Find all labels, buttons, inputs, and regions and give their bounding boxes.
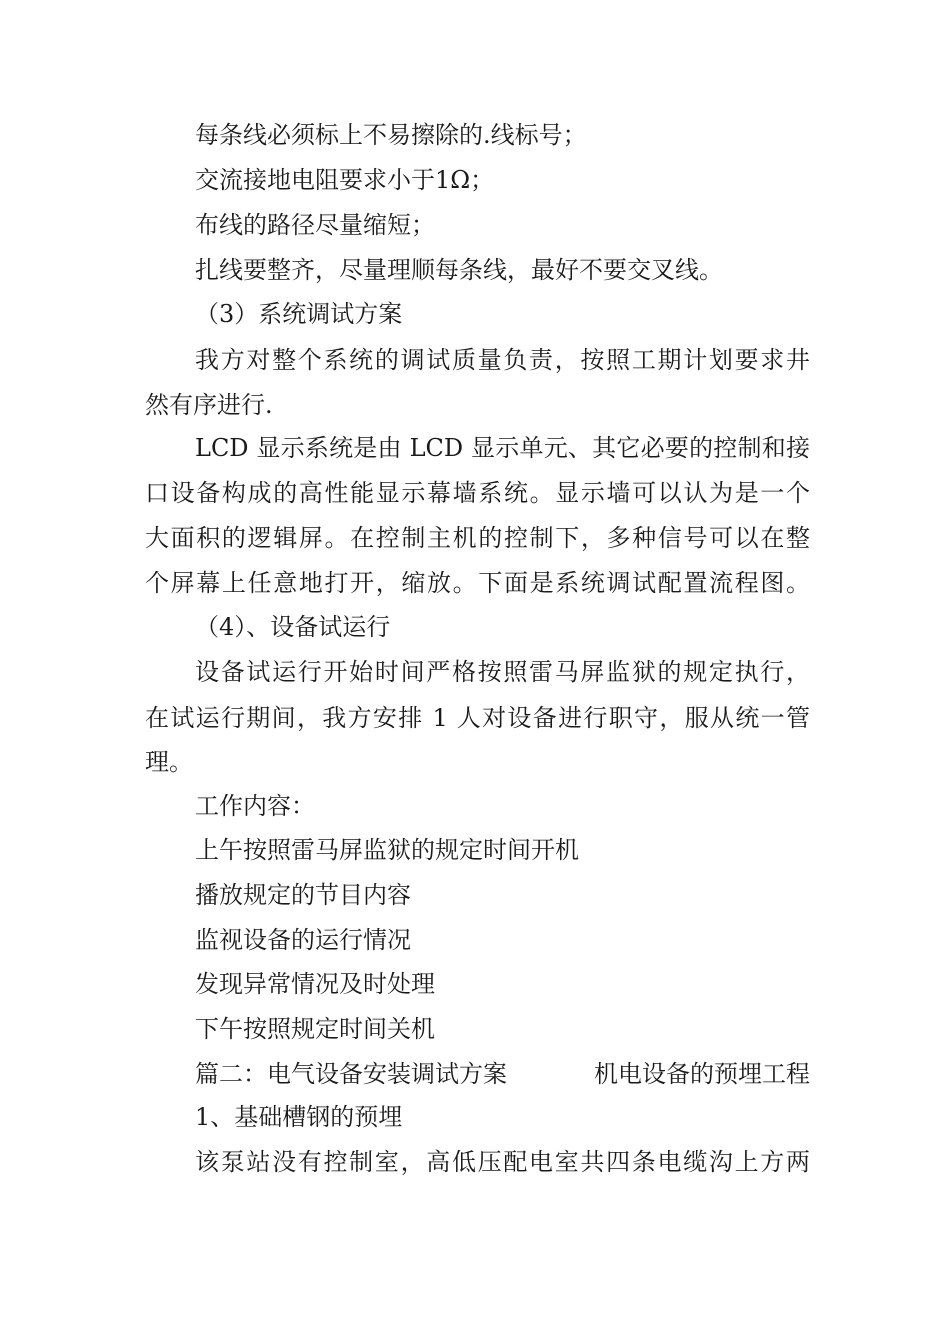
text-line: 上午按照雷马屏监狱的规定时间开机	[195, 836, 579, 864]
text-line: LCD 显示系统是由 LCD 显示单元、其它必要的控制和接	[195, 434, 810, 462]
text-line: 设备试运行开始时间严格按照雷马屏监狱的规定执行，	[195, 658, 810, 686]
text-line: 然有序进行.	[145, 391, 273, 419]
chapter-subtitle: 机电设备的预埋工程	[594, 1060, 810, 1088]
text-line: 工作内容：	[195, 792, 315, 820]
text-line: 每条线必须标上不易擦除的.线标号；	[195, 121, 587, 149]
text-line: 下午按照规定时间关机	[195, 1015, 435, 1043]
text-line: 口设备构成的高性能显示幕墙系统。显示墙可以认为是一个	[145, 479, 810, 507]
text-line: 个屏幕上任意地打开，缩放。下面是系统调试配置流程图。	[145, 569, 810, 597]
text-line: 扎线要整齐，尽量理顺每条线，最好不要交叉线。	[195, 256, 723, 284]
text-line: 播放规定的节目内容	[195, 881, 411, 909]
section-heading: （3）系统调试方案	[195, 300, 403, 328]
text-line: 理。	[145, 748, 193, 776]
text-line: 布线的路径尽量缩短；	[195, 211, 435, 239]
section-heading: 1、基础槽钢的预埋	[195, 1103, 403, 1131]
section-heading: （4）、设备试运行	[195, 613, 391, 641]
text-line: 监视设备的运行情况	[195, 926, 411, 954]
text-line: 交流接地电阻要求小于1Ω；	[195, 166, 495, 194]
text-line: 在试运行期间，我方安排 1 人对设备进行职守，服从统一管	[145, 704, 810, 732]
chapter-heading-line	[195, 1056, 810, 1092]
text-line: 该泵站没有控制室，高低压配电室共四条电缆沟上方两	[195, 1148, 810, 1176]
text-line: 大面积的逻辑屏。在控制主机的控制下，多种信号可以在整	[145, 524, 810, 552]
chapter-title: 篇二：电气设备安装调试方案	[195, 1060, 507, 1088]
text-line: 发现异常情况及时处理	[195, 970, 435, 998]
text-line: 我方对整个系统的调试质量负责，按照工期计划要求井	[195, 346, 810, 374]
